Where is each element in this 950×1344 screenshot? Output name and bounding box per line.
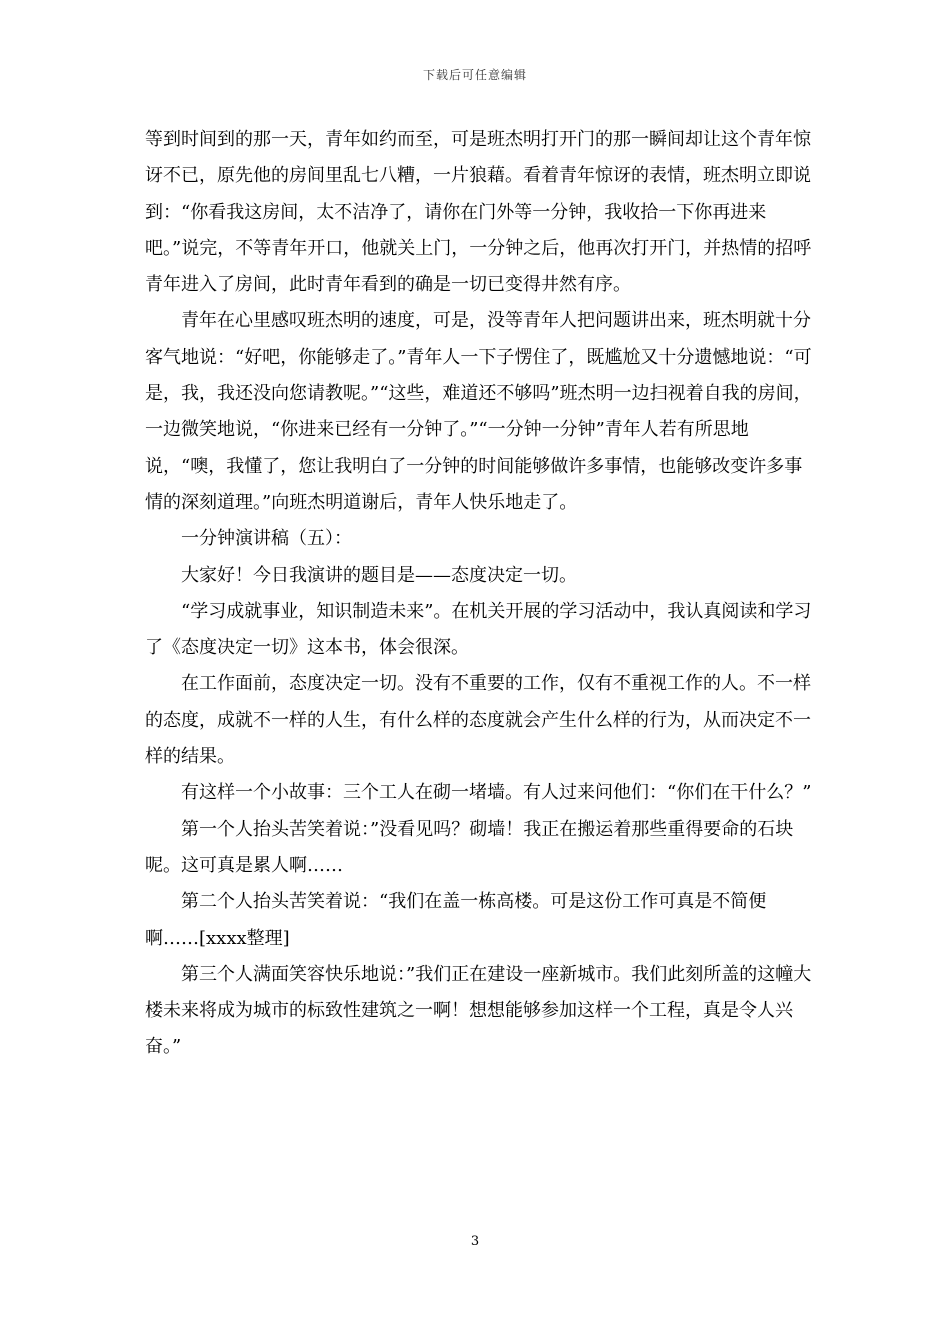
page-number: 3 xyxy=(470,1234,480,1249)
paragraph-3: 一分钟演讲稿（五）： xyxy=(181,528,352,550)
paragraph-9: 第二个人抬头苦笑着说：“我们在盖一栋高楼。可是这份工作可真是不简便啊……[xxxx整理] xyxy=(145,891,767,949)
document-body xyxy=(145,122,820,1066)
paragraph-5: “学习成就事业，知识制造未来”。在机关开展的学习活动中，我认真阅读和学习了《态度决定一切》这本书，体会很深。 xyxy=(145,600,812,659)
paragraph-1: 等到时间到的那一天，青年如约而至，可是班杰明打开门的那一瞬间却让这个青年惊讶不已，原先他的房间里乱七八糟，一片狼藉。看着青年惊讶的表情，班杰明立即说到：“你看我这房间，太不洁净了，请你在门外等一分钟，我收拾一下你再进来吧。”说完，不等青年开口，他就关上门，一分钟之后，他再次打开门，并热情的招呼青年进入了房间，此时青年看到的确是一切已变得井然有序。 xyxy=(145,129,812,296)
paragraph-8: 第一个人抬头苦笑着说：”没看见吗？砌墙！我正在搬运着那些重得要命的石块呢。这可真是累人啊…… xyxy=(145,818,794,876)
paragraph-6: 在工作面前，态度决定一切。没有不重要的工作，仅有不重视工作的人。不一样的态度，成就不一样的人生，有什么样的态度就会产生什么样的行为，从而决定不一样的结果。 xyxy=(145,673,811,768)
paragraph-10: 第三个人满面笑容快乐地说：”我们正在建设一座新城市。我们此刻所盖的这幢大楼未来将成为城市的标致性建筑之一啊！想想能够参加这样一个工程，真是令人兴奋。” xyxy=(145,963,812,1058)
page-header: 下载后可任意编辑 xyxy=(422,68,527,82)
paragraph-4: 大家好！今日我演讲的题目是——态度决定一切。 xyxy=(181,564,577,586)
paragraph-2: 青年在心里感叹班杰明的速度，可是，没等青年人把问题讲出来，班杰明就十分客气地说：“好吧，你能够走了。”青年人一下子愣住了，既尴尬又十分遗憾地说：“可是，我，我还没向您请教呢。”“这些，难道还不够吗”班杰明一边扫视着自我的房间，一边微笑地说，“你进来已经有一分钟了。”“一分钟一分钟”青年人若有所思地说，“噢，我懂了，您让我明白了一分钟的时间能够做许多事情，也能够改变许多事情的深刻道理。”向班杰明道谢后，青年人快乐地走了。 xyxy=(145,310,812,513)
paragraph-7: 有这样一个小故事：三个工人在砌一堵墙。有人过来问他们：“你们在干什么？” xyxy=(181,782,812,804)
